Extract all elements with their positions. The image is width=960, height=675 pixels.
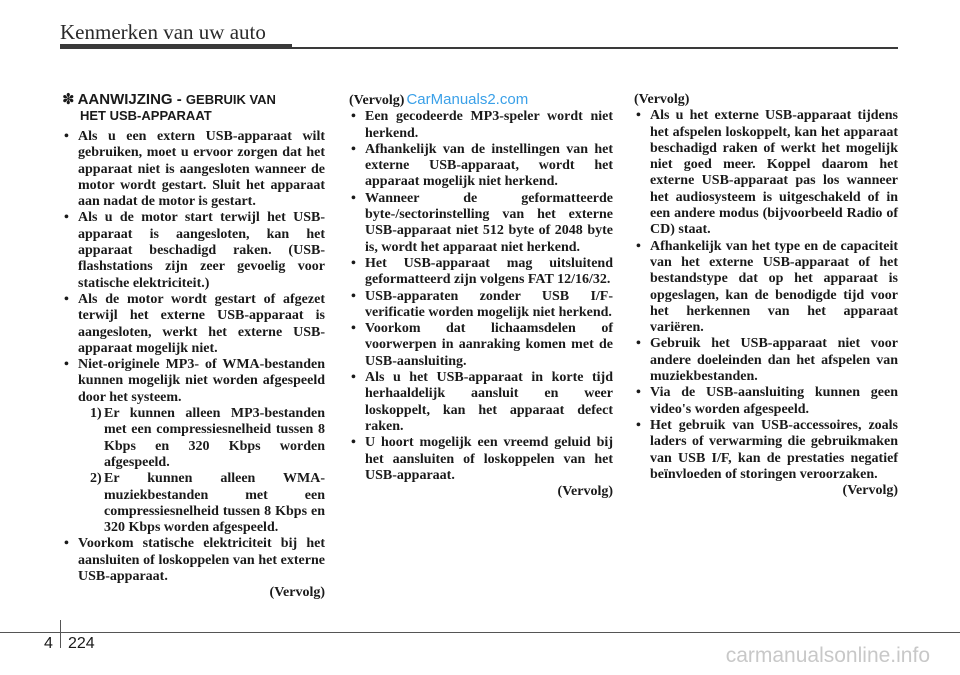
- continued-top-label: [349, 92, 613, 109]
- note-heading: [62, 92, 325, 124]
- header-rule-thin: [292, 47, 898, 49]
- list-item: • Een gecodeerde MP3-speler wordt niet herkend.: [349, 109, 613, 142]
- list-item: • USB-apparaten zonder USB I/F-verificatie worden mogelijk niet herkend.: [349, 289, 613, 322]
- sub-list-number: 1): [90, 406, 102, 422]
- list-item: • Wanneer de geformatteerde byte-/sectorinstelling van het externe USB-apparaat niet 512 byte of 2048 byte is, wordt het apparaat niet herkend.: [349, 191, 613, 256]
- column-3: [634, 92, 898, 499]
- footer-divider: [60, 620, 61, 648]
- list-item: • Als u de motor start terwijl het USB-apparaat is aangesloten, kan het apparaat beschadigd raken. (USB-flashstations zijn zeer gevoelig voor statische elektriciteit.): [62, 210, 325, 291]
- list-item: • U hoort mogelijk een vreemd geluid bij het aansluiten of loskoppelen van het USB-apparaat.: [349, 435, 613, 484]
- page-number: 224: [68, 635, 95, 652]
- footer-rule: [0, 632, 960, 633]
- sub-list-number: 2): [90, 471, 102, 487]
- sub-list-item: [78, 471, 325, 536]
- sub-list-text: Er kunnen alleen WMA-muziekbestanden met een compressiesnelheid tussen 8 Kbps en 320 Kbps worden afgespeeld.: [104, 471, 325, 536]
- watermark-overlay: CarManuals2.com: [406, 91, 529, 108]
- list-item: • Gebruik het USB-apparaat niet voor andere doeleinden dan het afspelen van muziekbestanden.: [634, 336, 898, 385]
- list-item: • Via de USB-aansluiting kunnen geen video's worden afgespeeld.: [634, 385, 898, 418]
- column-2: [349, 92, 613, 500]
- continued-label: (Vervolg): [842, 483, 898, 499]
- note-star-icon: ✽: [62, 91, 75, 108]
- list-item-text: Niet-originele MP3- of WMA-bestanden kunnen mogelijk niet worden afgespeeld door het systeem.: [78, 357, 325, 405]
- sub-list: [78, 406, 325, 536]
- note-label: AANWIJZING -: [77, 91, 186, 108]
- list-item: • Als u het USB-apparaat in korte tijd herhaaldelijk aansluit en weer loskoppelt, kan het apparaat defect raken.: [349, 370, 613, 435]
- note-title-line2: HET USB-APPARAAT: [80, 108, 212, 123]
- bullet-list: [634, 108, 898, 483]
- list-item: • Voorkom statische elektriciteit bij het aansluiten of loskoppelen van het externe USB-apparaat.: [62, 536, 325, 585]
- column-1: [62, 92, 325, 602]
- list-item: • Voorkom dat lichaamsdelen of voorwerpen in aanraking komen met de USB-aansluiting.: [349, 321, 613, 370]
- section-title: Kenmerken van uw auto: [60, 20, 266, 44]
- continued-top-label: (Vervolg): [634, 92, 690, 107]
- list-item: [62, 357, 325, 536]
- list-item: • Het USB-apparaat mag uitsluitend geformatteerd zijn volgens FAT 12/16/32.: [349, 256, 613, 289]
- continued-label: (Vervolg): [269, 585, 325, 601]
- sub-list-text: Er kunnen alleen MP3-bestanden met een compressiesnelheid tussen 8 Kbps en 320 Kbps worden afgespeeld.: [104, 406, 325, 470]
- list-item: • Afhankelijk van het type en de capaciteit van het externe USB-apparaat of het bestandstype dat op het apparaat is opgeslagen, kan de benodigde tijd voor het herkennen van het apparaat variëren.: [634, 239, 898, 337]
- note-title-line1: GEBRUIK VAN: [185, 92, 276, 107]
- continued-label: (Vervolg): [557, 484, 613, 500]
- bullet-list: [62, 129, 325, 585]
- continued-top-text: (Vervolg): [349, 93, 405, 108]
- list-item: • Als u een extern USB-apparaat wilt gebruiken, moet u ervoor zorgen dat het apparaat niet is aangesloten wanneer de motor wordt gestart. Sluit het apparaat aan nadat de motor is gestart.: [62, 129, 325, 210]
- watermark-footer: carmanualsonline.info: [725, 644, 930, 667]
- list-item: • Als de motor wordt gestart of afgezet terwijl het externe USB-apparaat is aangesloten, werkt het externe USB-apparaat mogelijk niet.: [62, 292, 325, 357]
- bullet-list: [349, 109, 613, 484]
- list-item: • Het gebruik van USB-accessoires, zoals laders of verwarming die gebruikmaken van USB I/F, kan de prestaties negatief beïnvloeden of storingen veroorzaken.: [634, 418, 898, 483]
- sub-list-item: [78, 406, 325, 471]
- header-rule-thick: [60, 44, 292, 49]
- list-item: • Als u het externe USB-apparaat tijdens het afspelen loskoppelt, kan het apparaat beschadigd raken of werkt het mogelijk niet goed meer. Koppel daarom het externe USB-apparaat pas los wanneer het audiosysteem is uitgeschakeld of in een andere modus (bijvoorbeeld Radio of CD) staat.: [634, 108, 898, 238]
- list-item: • Afhankelijk van de instellingen van het externe USB-apparaat, wordt het apparaat mogelijk niet herkend.: [349, 142, 613, 191]
- chapter-number: 4: [44, 635, 53, 652]
